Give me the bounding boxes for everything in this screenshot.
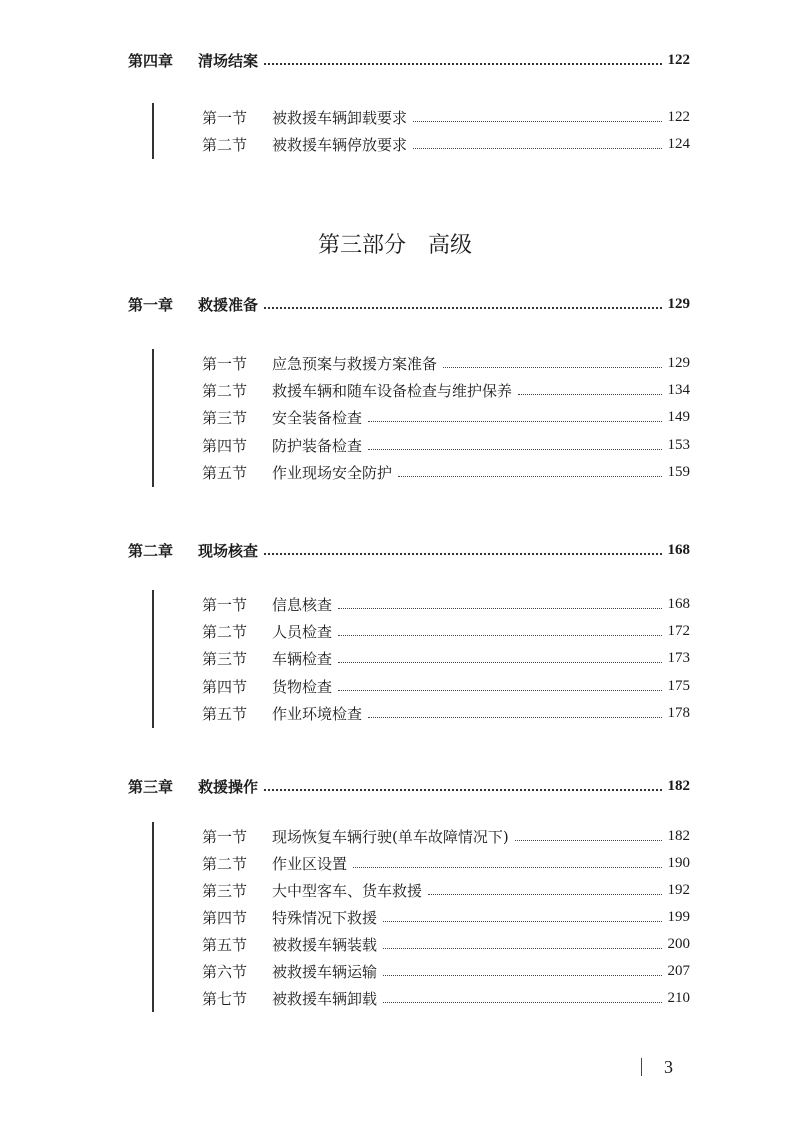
part-title: 第三部分 高级 xyxy=(317,233,472,258)
leader-dots xyxy=(413,148,661,149)
section-number: 第二节 xyxy=(202,381,248,400)
section-number: 第三节 xyxy=(202,408,248,427)
leader-dots xyxy=(353,867,661,868)
section-title: 特殊情况下救援 xyxy=(272,908,378,927)
toc-chapter-3[interactable] xyxy=(128,774,690,798)
section-list-chapter-4 xyxy=(152,103,690,159)
section-number: 第一节 xyxy=(202,827,248,846)
section-title: 人员检查 xyxy=(272,622,333,641)
section-number: 第四节 xyxy=(202,436,248,455)
chapter-number: 第四章 xyxy=(128,51,174,70)
section-page: 182 xyxy=(667,827,690,844)
section-title: 被救援车辆卸载要求 xyxy=(272,108,408,127)
section-page: 172 xyxy=(667,622,690,639)
leader-dots xyxy=(338,690,661,691)
leader-dots xyxy=(383,948,661,949)
chapter-number: 第二章 xyxy=(128,541,174,560)
folio-divider xyxy=(641,1058,642,1076)
leader-dots xyxy=(264,553,661,555)
toc-section[interactable] xyxy=(202,932,690,956)
toc-section[interactable] xyxy=(202,592,690,616)
leader-dots xyxy=(338,662,661,663)
section-list-chapter-1 xyxy=(152,349,690,487)
section-page: 173 xyxy=(667,649,690,666)
toc-section[interactable] xyxy=(202,986,690,1010)
chapter-title: 救援操作 xyxy=(198,777,259,796)
toc-section[interactable] xyxy=(202,646,690,670)
toc-section[interactable] xyxy=(202,619,690,643)
section-number: 第一节 xyxy=(202,108,248,127)
leader-dots xyxy=(443,367,661,368)
leader-dots xyxy=(515,840,662,841)
section-number: 第三节 xyxy=(202,881,248,900)
section-page: 200 xyxy=(667,935,690,952)
section-page: 129 xyxy=(667,354,690,371)
section-number: 第二节 xyxy=(202,135,248,154)
page-folio xyxy=(641,1055,691,1079)
section-list-chapter-3 xyxy=(152,822,690,1012)
section-title: 作业区设置 xyxy=(272,854,348,873)
toc-section[interactable] xyxy=(202,405,690,429)
toc-section[interactable] xyxy=(202,878,690,902)
section-page: 178 xyxy=(667,704,690,721)
section-title: 防护装备检查 xyxy=(272,436,363,455)
leader-dots xyxy=(264,789,661,791)
chapter-page: 168 xyxy=(667,541,690,558)
section-page: 168 xyxy=(667,595,690,612)
section-rule xyxy=(152,349,154,487)
chapter-page: 129 xyxy=(667,295,690,312)
section-number: 第七节 xyxy=(202,989,248,1008)
toc-section[interactable] xyxy=(202,378,690,402)
section-title: 大中型客车、货车救援 xyxy=(272,881,423,900)
section-number: 第二节 xyxy=(202,622,248,641)
toc-section[interactable] xyxy=(202,824,690,848)
section-title: 现场恢复车辆行驶(单车故障情况下) xyxy=(272,827,509,846)
leader-dots xyxy=(338,635,661,636)
leader-dots xyxy=(383,921,661,922)
section-number: 第一节 xyxy=(202,354,248,373)
section-number: 第一节 xyxy=(202,595,248,614)
toc-chapter-2[interactable] xyxy=(128,538,690,562)
section-number: 第五节 xyxy=(202,463,248,482)
toc-section[interactable] xyxy=(202,851,690,875)
toc-section[interactable] xyxy=(202,433,690,457)
section-list-chapter-2 xyxy=(152,590,690,728)
section-number: 第二节 xyxy=(202,854,248,873)
chapter-title: 清场结案 xyxy=(198,51,259,70)
leader-dots xyxy=(264,63,661,65)
section-number: 第四节 xyxy=(202,908,248,927)
toc-section[interactable] xyxy=(202,701,690,725)
section-number: 第三节 xyxy=(202,649,248,668)
chapter-page: 182 xyxy=(667,777,690,794)
section-page: 122 xyxy=(667,108,690,125)
toc-chapter-1[interactable] xyxy=(128,292,690,316)
section-page: 134 xyxy=(667,381,690,398)
section-number: 第五节 xyxy=(202,704,248,723)
leader-dots xyxy=(368,449,661,450)
chapter-page: 122 xyxy=(667,51,690,68)
section-title: 作业现场安全防护 xyxy=(272,463,393,482)
section-page: 210 xyxy=(667,989,690,1006)
section-title: 安全装备检查 xyxy=(272,408,363,427)
chapter-title: 现场核查 xyxy=(198,541,259,560)
section-rule xyxy=(152,590,154,728)
section-rule xyxy=(152,822,154,1012)
section-page: 199 xyxy=(667,908,690,925)
section-number: 第五节 xyxy=(202,935,248,954)
chapter-number: 第三章 xyxy=(128,777,174,796)
section-title: 被救援车辆运输 xyxy=(272,962,378,981)
section-page: 159 xyxy=(667,463,690,480)
toc-section[interactable] xyxy=(202,674,690,698)
leader-dots xyxy=(428,894,661,895)
section-title: 信息核查 xyxy=(272,595,333,614)
toc-chapter-4[interactable] xyxy=(128,48,690,72)
leader-dots xyxy=(398,476,661,477)
section-page: 124 xyxy=(667,135,690,152)
leader-dots xyxy=(264,307,661,309)
toc-section[interactable] xyxy=(202,905,690,929)
toc-section[interactable] xyxy=(202,132,690,156)
chapter-title: 救援准备 xyxy=(198,295,259,314)
section-page: 190 xyxy=(667,854,690,871)
leader-dots xyxy=(368,717,661,718)
leader-dots xyxy=(413,121,661,122)
section-title: 被救援车辆卸载 xyxy=(272,989,378,1008)
section-title: 被救援车辆停放要求 xyxy=(272,135,408,154)
toc-section[interactable] xyxy=(202,351,690,375)
leader-dots xyxy=(383,1002,661,1003)
section-number: 第六节 xyxy=(202,962,248,981)
section-title: 救援车辆和随车设备检查与维护保养 xyxy=(272,381,513,400)
section-page: 192 xyxy=(667,881,690,898)
section-page: 153 xyxy=(667,436,690,453)
section-title: 作业环境检查 xyxy=(272,704,363,723)
leader-dots xyxy=(338,608,661,609)
toc-section[interactable] xyxy=(202,460,690,484)
section-page: 149 xyxy=(667,408,690,425)
toc-section[interactable] xyxy=(202,105,690,129)
section-title: 应急预案与救援方案准备 xyxy=(272,354,438,373)
chapter-number: 第一章 xyxy=(128,295,174,314)
toc-section[interactable] xyxy=(202,959,690,983)
section-title: 货物检查 xyxy=(272,677,333,696)
leader-dots xyxy=(518,394,661,395)
section-page: 207 xyxy=(667,962,690,979)
section-title: 车辆检查 xyxy=(272,649,333,668)
section-page: 175 xyxy=(667,677,690,694)
page-number: 3 xyxy=(664,1056,673,1077)
section-title: 被救援车辆装载 xyxy=(272,935,378,954)
section-number: 第四节 xyxy=(202,677,248,696)
leader-dots xyxy=(383,975,661,976)
section-rule xyxy=(152,103,154,159)
leader-dots xyxy=(368,421,661,422)
